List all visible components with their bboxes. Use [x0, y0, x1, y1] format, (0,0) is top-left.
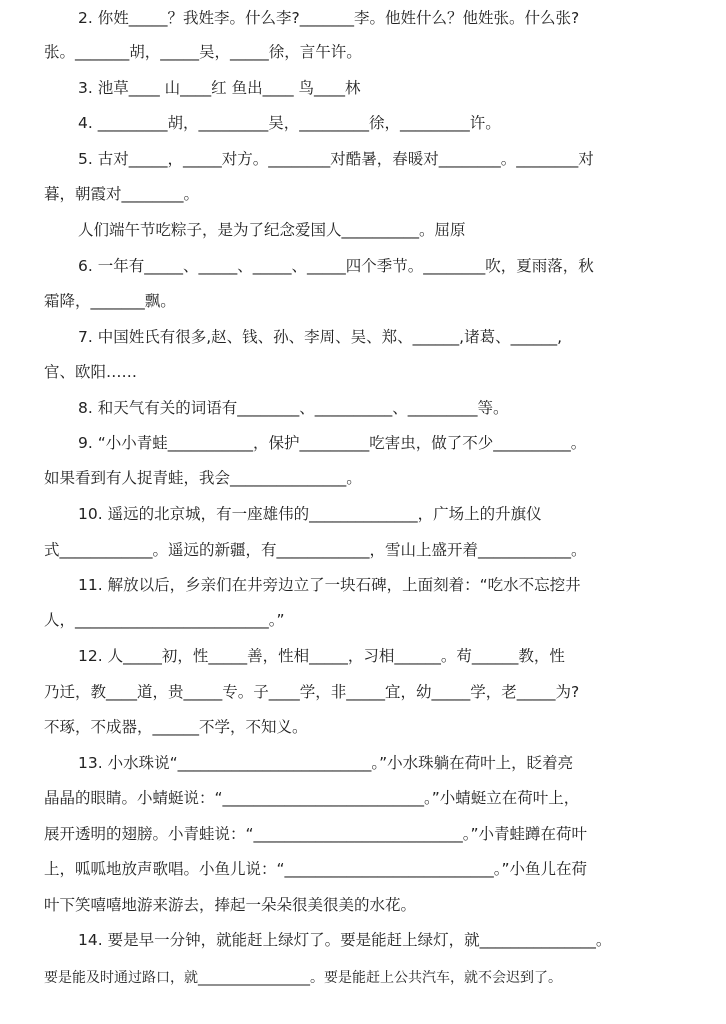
line-q7b: 官、欧阳……	[44, 363, 138, 381]
line-q13c: 展开透明的翅膀。小青蛙说：“___________________________。”小青蛙蹲在荷叶	[44, 825, 588, 843]
line-q14b: 要是能及时通过路口，就________________。要是能赶上公共汽车，就不会迟到了。	[44, 970, 562, 986]
line-q5a: 5. 古对_____，_____对方。________对酷暑，春暖对________。________对	[78, 150, 594, 168]
line-q13a: 13. 小水珠说“_________________________。”小水珠躺在荷叶上，眨着亮	[78, 754, 574, 772]
line-q4: 4. _________胡，_________吴，_________徐，_________许。	[78, 114, 501, 132]
line-q2a: 2. 你姓_____？我姓李。什么李?_______李。他姓什么？他姓张。什么张?	[78, 9, 580, 27]
line-q6a: 6. 一年有_____、_____、_____、_____四个季节。________吹，夏雨落，秋	[78, 257, 594, 275]
line-q14a: 14. 要是早一分钟，就能赶上绿灯了。要是能赶上绿灯，就_______________。	[78, 931, 612, 949]
line-q2b: 张。_______胡，_____吴，_____徐，言午许。	[44, 43, 362, 61]
line-q13b: 晶晶的眼睛。小蜻蜓说：“__________________________。”小蜻蜓立在荷叶上，	[44, 789, 580, 807]
line-q13d: 上，呱呱地放声歌唱。小鱼儿说：“___________________________。”小鱼儿在荷	[44, 860, 588, 878]
line-q6b: 霜降，_______飘。	[44, 292, 176, 310]
line-duanwu: 人们端午节吃粽子，是为了纪念爱国人__________。屈原	[78, 221, 466, 239]
line-q11b: 人，_________________________。”	[44, 611, 285, 629]
line-q13e: 叶下笑嘻嘻地游来游去，捧起一朵朵很美很美的水花。	[44, 896, 417, 914]
line-q3: 3. 池草____ 山____红 鱼出____ 鸟____林	[78, 79, 361, 97]
line-q12b: 乃迁，教____道，贵_____专。子____学，非_____宜，幼_____学，老_____为?	[44, 683, 580, 701]
line-q9a: 9. “小小青蛙___________，保护_________吃害虫，做了不少__________。	[78, 434, 587, 452]
line-q12a: 12. 人_____初，性_____善，性相_____，习相______。苟______教，性	[78, 647, 565, 665]
line-q7a: 7. 中国姓氏有很多,赵、钱、孙、李周、吴、郑、______,诸葛、______,	[78, 328, 562, 346]
line-q10a: 10. 遥远的北京城，有一座雄伟的______________，广场上的升旗仪	[78, 505, 542, 523]
line-q11a: 11. 解放以后，乡亲们在井旁边立了一块石碑，上面刻着：“吃水不忘挖井	[78, 576, 581, 594]
line-q12c: 不琢，不成器，______不学，不知义。	[44, 718, 308, 736]
line-q9b: 如果看到有人捉青蛙，我会_______________。	[44, 469, 362, 487]
line-q5b: 暮，朝霞对________。	[44, 185, 200, 203]
line-q8: 8. 和天气有关的词语有________、__________、_________等。	[78, 399, 509, 417]
line-q10b: 式____________。遥远的新疆，有____________，雪山上盛开着____________。	[44, 541, 587, 559]
